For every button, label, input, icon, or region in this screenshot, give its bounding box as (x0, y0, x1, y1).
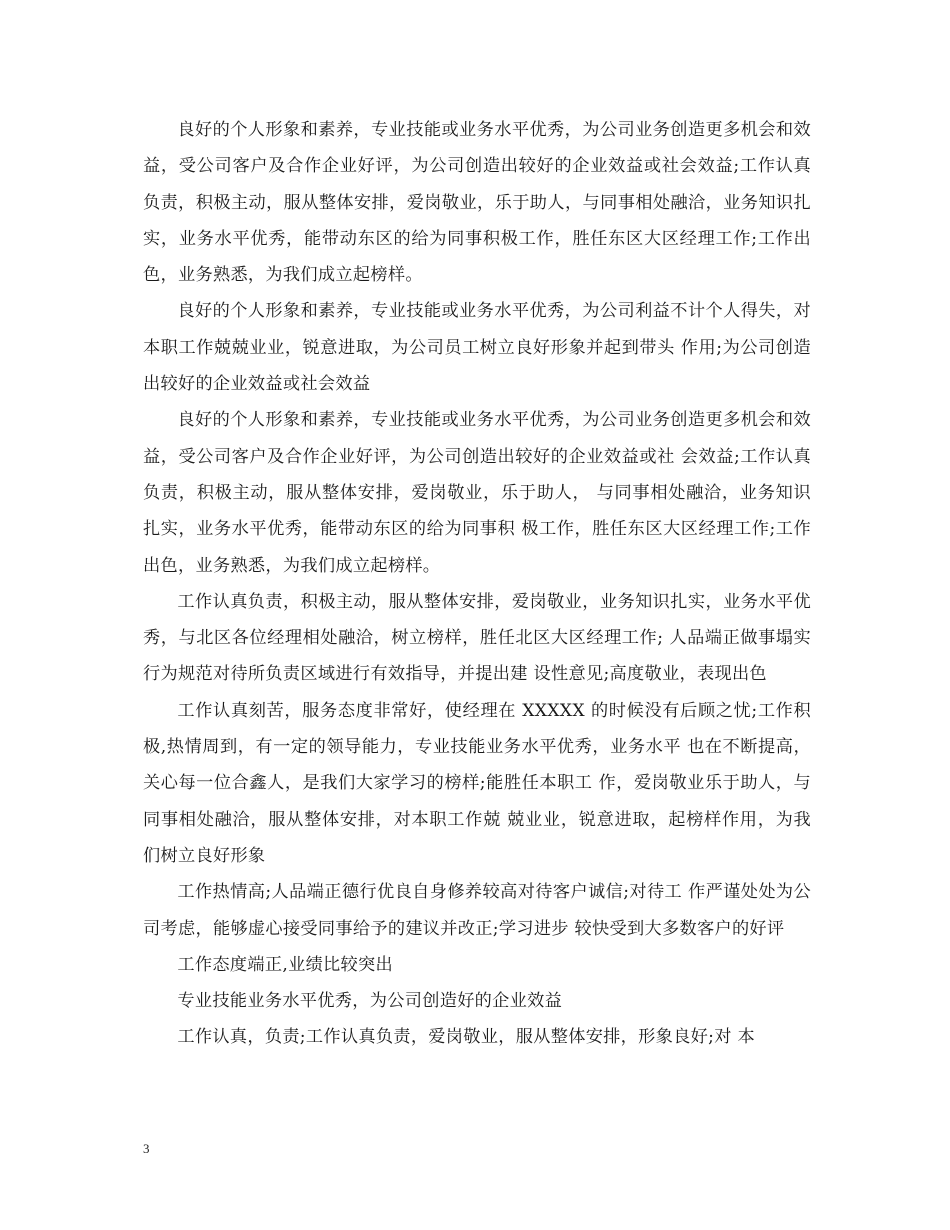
paragraph-9: 工作认真，负责;工作认真负责，爱岗敬业，服从整体安排，形象良好;对 本 (177, 1027, 755, 1048)
paragraph-8: 专业技能业务水平优秀，为公司创造好的企业效益 (177, 991, 563, 1012)
paragraph-1: 良好的个人形象和素养，专业技能或业务水平优秀，为公司业务创造更多机会和效益，受公司客户及合作企业好评，为公司创造出较好的企业效益或社会效益;工作认真负责，积极主动，服从整体安排，爱岗敬业，乐于助人，与同事相处融洽，业务知识扎实，业务水平优秀，能带动东区的给为同事积极工作，胜任东区大区经理工作;工作出色，业务熟悉，为我们成立起榜样。 (143, 120, 811, 286)
paragraph-4: 工作认真负责，积极主动，服从整体安排，爱岗敬业，业务知识扎实，业务水平优秀，与北区各位经理相处融洽，树立榜样，胜任北区大区经理工作; 人品端正做事塌实行为规范对待所负责区域进行有效指导，并提出建 设性意见;高度敬业，表现出色 (143, 591, 811, 685)
paragraph-7: 工作态度端正,业绩比较突出 (177, 954, 394, 975)
page-number: 3 (143, 1141, 150, 1156)
paragraph-6: 工作热情高;人品端正德行优良自身修养较高对待客户诚信;对待工 作严谨处处为公司考虑，能够虚心接受同事给予的建议并改正;学习进步 较快受到大多数客户的好评 (143, 882, 811, 939)
paragraph-5: 工作认真刻苦，服务态度非常好，使经理在 XXXXX 的时候没有后顾之忧;工作积极,热情周到，有一定的领导能力，专业技能业务水平优秀，业务水平 也在不断提高，关心每一位合鑫人，是我们大家学习的榜样;能胜任本职工 作，爱岗敬业乐于助人，与同事相处融洽，服从整体安排，对本职工作兢 兢业业，锐意进取，起榜样作用，为我们树立良好形象 (143, 700, 811, 866)
paragraph-2: 良好的个人形象和素养，专业技能或业务水平优秀，为公司利益不计个人得失，对本职工作兢兢业业，锐意进取，为公司员工树立良好形象并起到带头 作用;为公司创造出较好的企业效益或社会效益 (143, 301, 811, 395)
paragraph-3: 良好的个人形象和素养，专业技能或业务水平优秀，为公司业务创造更多机会和效益，受公司客户及合作企业好评，为公司创造出较好的企业效益或社 会效益;工作认真负责，积极主动，服从整体安排，爱岗敬业，乐于助人， 与同事相处融洽，业务知识扎实，业务水平优秀，能带动东区的给为同事积 极工作，胜任东区大区经理工作;工作出色，业务熟悉，为我们成立起榜样。 (143, 410, 811, 576)
document-body (143, 112, 811, 1056)
